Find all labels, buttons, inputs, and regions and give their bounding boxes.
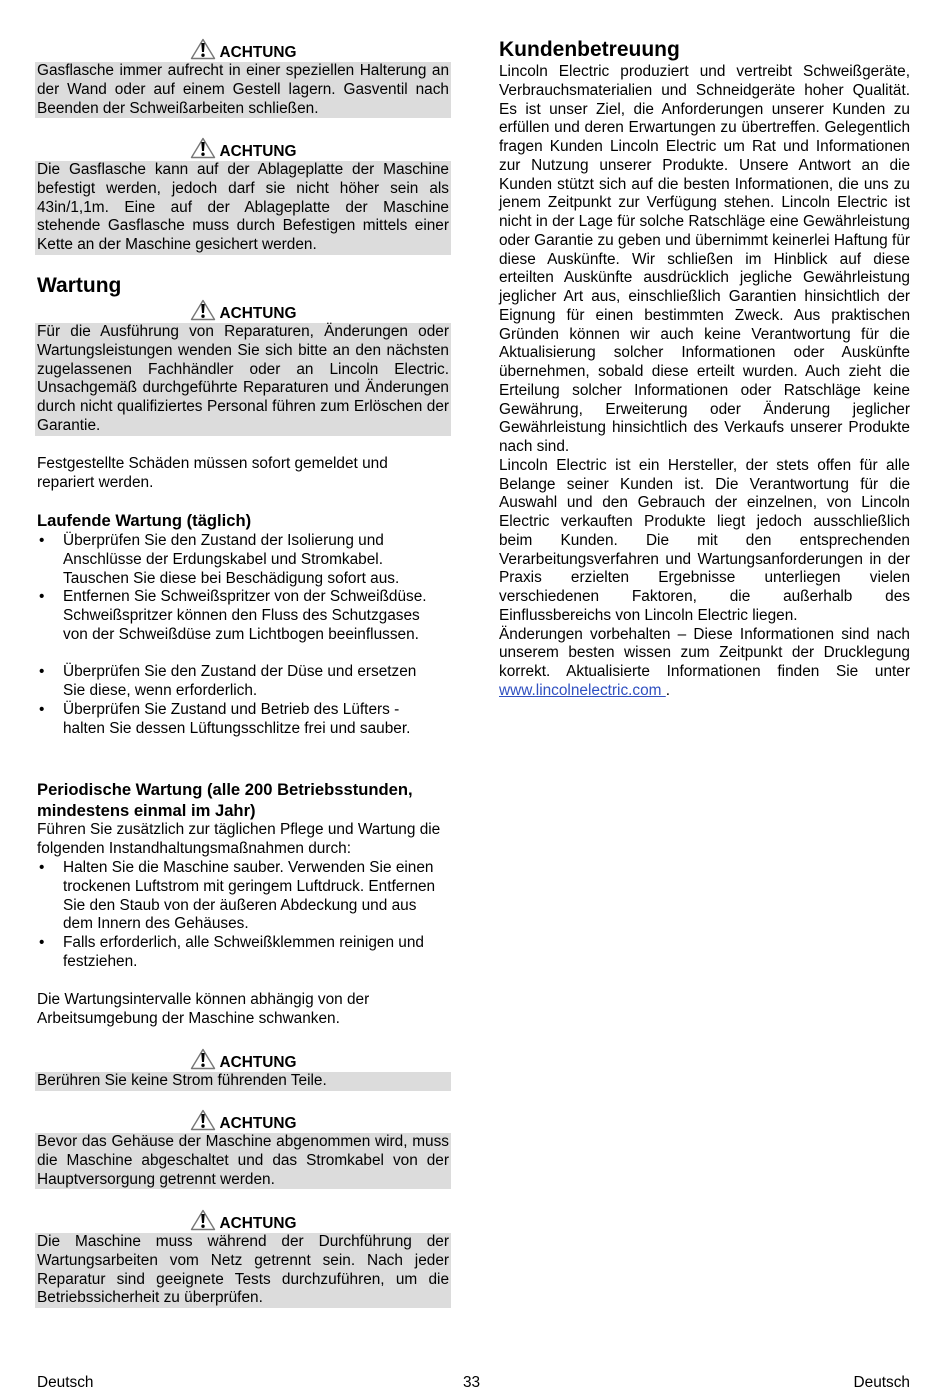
- paragraph: Lincoln Electric produziert und vertreibt Schweißgeräte, Verbrauchsmaterialien und Schneidgeräte hoher Qualität. Es ist unser Ziel, die Anforderungen unserer Kunden zu erfüllen und deren Erwartungen zu übertreffen. Gelegentlich fragen Kunden Lincoln Electric um Rat und Informationen zur Nutzung unserer Produkte. Unsere Antwort an die Kunden stützt sich auf die besten Informationen, die uns zu jenem Zeitpunkt zur Verfügung stehen. Lincoln Electric ist nicht in der Lage für solche Ratschläge eine Gewährleistung oder Garantie zu geben und übernimmt keinerlei Haftung für diese Auskünfte. Wir schließen im Hinblick auf diese erteilten Auskünfte ausdrücklich jegliche Gewährleistung jeglicher Art aus, einschließlich Garantien hinsichtlich der Eignung für einen bestimmten Zweck. Aus praktischen Gründen können wir auch keine Verantwortung für die Aktualisierung solcher Informationen oder Auskünfte übernehmen, sobald diese erteilt wurden. Auch zieht die Erteilung solcher Informationen oder Ratschläge keine Gewährung, Erweiterung oder Änderung jeglicher Gewährleistung hinsichtlich des Verkaufs unserer Produkte nach sind.: [499, 63, 910, 455]
- page-number: 33: [463, 1374, 481, 1391]
- warning-box: Bevor das Gehäuse der Maschine abgenommen wird, muss die Maschine abgeschaltet und das Stromkabel von der Hauptversorgung getrennt werden.: [37, 1133, 449, 1188]
- section-heading-kundenbetreuung: Kundenbetreuung: [499, 38, 680, 61]
- paragraph: Lincoln Electric ist ein Hersteller, der stets offen für alle Belange seiner Kunden ist. Die Verantwortung für die Auswahl und den Gebrauch der einzelnen, von Lincoln Electric verkauften Produkte liegt jedoch ausschließlich beim Kunden. Die mit den entsprechenden Verarbeitungsverfahren und Wartungsanforderungen in der Praxis erzielten Ergebnisse unterliegen vielen verschiedenen Faktoren, die außerhalb des Einflussbereichs von Lincoln Electric liegen.: [499, 456, 910, 624]
- warning-box: Die Maschine muss während der Durchführung der Wartungsarbeiten vom Netz getrennt sein. Nach jeder Reparatur sind geeignete Tests durchzuführen, um die Betriebssicherheit zu überprüfen.: [37, 1233, 449, 1307]
- list-item: • Falls erforderlich, alle Schweißklemmen reinigen und festziehen.: [37, 934, 449, 972]
- warning-box: Berühren Sie keine Strom führenden Teile.: [35, 1072, 451, 1091]
- periodic-intro: Führen Sie zusätzlich zur täglichen Pflege und Wartung die folgenden Instandhaltungsmaßnahmen durch:: [37, 821, 441, 857]
- list-item: • Entfernen Sie Schweißspritzer von der Schweißdüse. Schweißspritzer können den Fluss des Schutzgases von der Schweißdüse zum Lichtbogen beeinflussen.: [37, 588, 437, 644]
- list-item: • Überprüfen Sie den Zustand der Düse und ersetzen Sie diese, wenn erforderlich.: [37, 663, 437, 701]
- warning-icon: [190, 1209, 216, 1231]
- warning-header: ACHTUNG: [37, 1048, 449, 1070]
- warning-icon: [190, 137, 216, 159]
- list-item: • Überprüfen Sie Zustand und Betrieb des Lüfters - halten Sie dessen Lüftungsschlitze frei und sauber.: [37, 701, 437, 739]
- interval-paragraph: Die Wartungsintervalle können abhängig von der Arbeitsumgebung der Maschine schwanken.: [37, 991, 370, 1027]
- warning-icon: [190, 299, 216, 321]
- damage-paragraph: Festgestellte Schäden müssen sofort gemeldet und repariert werden.: [37, 455, 388, 491]
- warning-icon: [190, 38, 216, 60]
- website-link[interactable]: www.lincolnelectric.com: [499, 681, 666, 699]
- list-item: • Überprüfen Sie den Zustand der Isolierung und Anschlüsse der Erdungskabel und Stromkabel. Tauschen Sie diese bei Beschädigung sofort aus.: [37, 532, 437, 588]
- periodic-maintenance-heading: Periodische Wartung (alle 200 Betriebsstunden, mindestens einmal im Jahr): [37, 780, 413, 820]
- daily-maintenance-heading: Laufende Wartung (täglich): [37, 511, 252, 530]
- warning-header: ACHTUNG: [37, 299, 449, 321]
- warning-header: ACHTUNG: [37, 137, 449, 159]
- daily-maintenance-list: [37, 532, 437, 738]
- periodic-maintenance-list: [37, 859, 449, 972]
- warning-header: ACHTUNG: [37, 38, 449, 60]
- warning-icon: [190, 1109, 216, 1131]
- warning-header: ACHTUNG: [37, 1209, 449, 1231]
- warning-box: Gasflasche immer aufrecht in einer speziellen Halterung an der Wand oder auf einem Gestell lagern. Gasventil nach Beenden der Schweißarbeiten schließen.: [37, 62, 449, 117]
- section-heading-wartung: Wartung: [37, 274, 122, 297]
- paragraph: Änderungen vorbehalten – Diese Informationen sind nach unserem besten wissen zum Zeitpunkt der Drucklegung korrekt. Aktualisierte Informationen finden Sie unter www.lincolnelectric.com .: [499, 625, 910, 699]
- warning-box: Für die Ausführung von Reparaturen, Änderungen oder Wartungsleistungen wenden Sie sich bitte an den nächsten zugelassenen Fachhändler oder an Lincoln Electric. Unsachgemäß durchgeführte Reparaturen und Änderungen durch nicht qualifiziertes Personal führen zum Erlöschen der Garantie.: [37, 323, 449, 434]
- warning-header: ACHTUNG: [37, 1109, 449, 1131]
- footer-language-left: Deutsch: [37, 1374, 94, 1391]
- customer-service-text: [499, 63, 910, 701]
- warning-box: Die Gasflasche kann auf der Ablageplatte der Maschine befestigt werden, jedoch darf sie nicht höher sein als 43in/1,1m. Eine auf der Ablageplatte der Maschine stehende Gasflasche muss durch Befestigen mittels einer Kette an der Maschine gesichert werden.: [37, 161, 449, 253]
- footer-language-right: Deutsch: [853, 1374, 910, 1391]
- list-item: • Halten Sie die Maschine sauber. Verwenden Sie einen trockenen Luftstrom mit geringem Luftdruck. Entfernen Sie den Staub von der äußeren Abdeckung und aus dem Innern des Gehäuses.: [37, 859, 449, 934]
- warning-icon: [190, 1048, 216, 1070]
